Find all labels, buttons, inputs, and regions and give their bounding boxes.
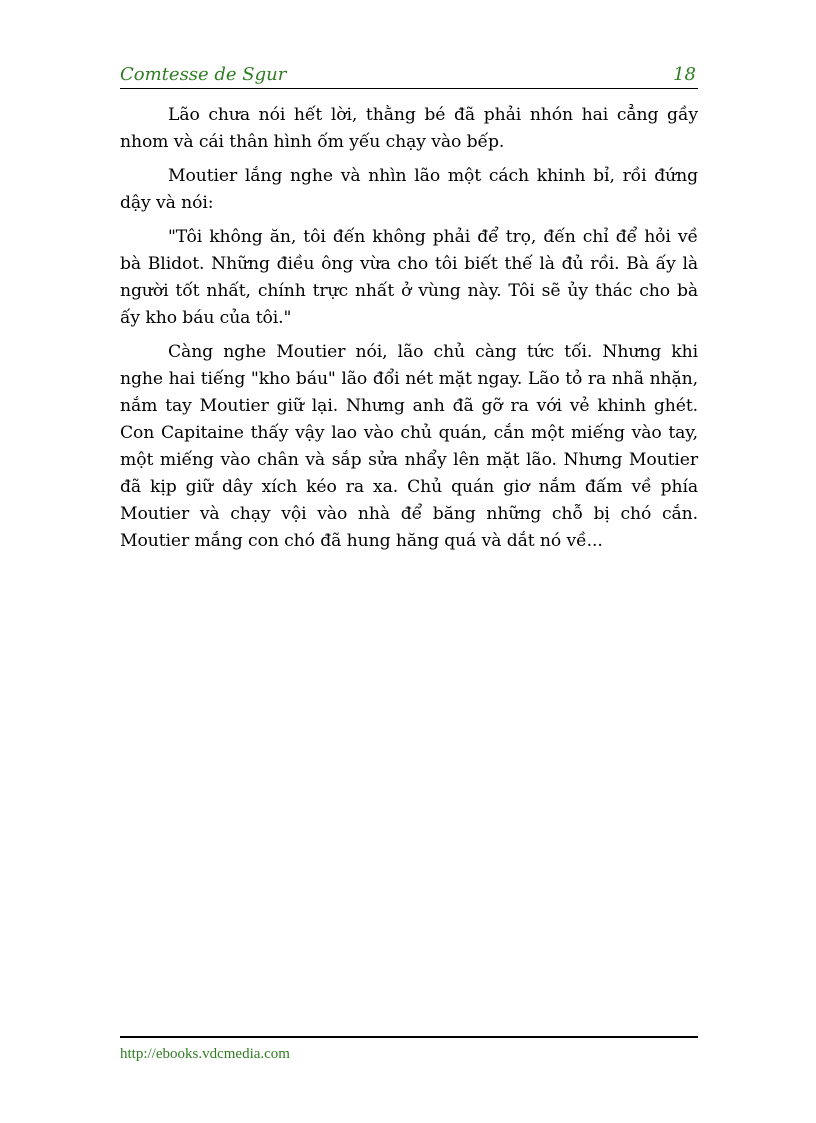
paragraph: Moutier lắng nghe và nhìn lão một cách khinh bỉ, rồi đứng dậy và nói: (120, 166, 698, 213)
paragraph: Lão chưa nói hết lời, thằng bé đã phải nhón hai cẳng gầy nhom và cái thân hình ốm yếu chạy vào bếp. (120, 105, 698, 152)
paragraph: "Tôi không ăn, tôi đến không phải để trọ, đến chỉ để hỏi về bà Blidot. Những điều ông vừa cho tôi biết thế là đủ rồi. Bà ấy là người tốt nhất, chính trực nhất ở vùng này. Tôi sẽ ủy thác cho bà ấy kho báu của tôi." (120, 227, 698, 328)
page-header (120, 62, 698, 89)
page-number: 18 (673, 64, 696, 85)
page-body (120, 102, 698, 562)
paragraph: Càng nghe Moutier nói, lão chủ càng tức tối. Nhưng khi nghe hai tiếng "kho báu" lão đổi nét mặt ngay. Lão tỏ ra nhã nhặn, nắm tay Moutier giữ lại. Nhưng anh đã gỡ ra với vẻ khinh ghét. Con Capitaine thấy vậy lao vào chủ quán, cắn một miếng vào tay, một miếng vào chân và sắp sửa nhẩy lên mặt lão. Nhưng Moutier đã kịp giữ dây xích kéo ra xa. Chủ quán giơ nắm đấm về phía Moutier và chạy vội vào nhà để băng những chỗ bị chó cắn. Moutier mắng con chó đã hung hăng quá và dắt nó về... (120, 342, 698, 551)
source-url-link[interactable]: http://ebooks.vdcmedia.com (120, 1046, 290, 1062)
book-author-title: Comtesse de Sgur (120, 64, 287, 85)
page-footer (120, 1036, 698, 1062)
